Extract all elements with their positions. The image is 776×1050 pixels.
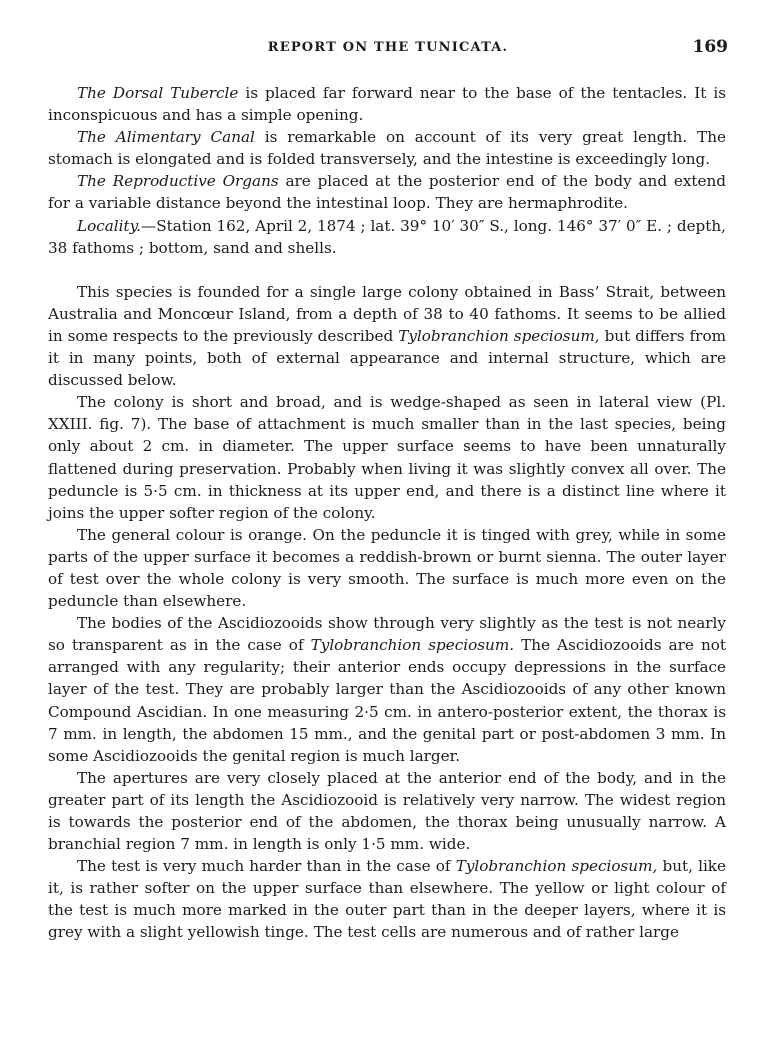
paragraph-text: The colony is short and broad, and is wedge-shaped as seen in lateral view (Pl. XXIII. fig. 7). The base of attachment is much smaller than in the last species, being only about 2 cm. in diameter. The upper surface seems to have been unnaturally flattened during preservation. Probably when living it was slightly convex all over. The peduncle is 5·5 cm. in thickness at its upper end, and there is a distinct line where it joins the upper softer region of the colony. [48,393,726,522]
running-header [48,37,728,64]
body-text [48,82,726,944]
species-name: Tylobranchion speciosum. [310,636,515,655]
paragraph-text: The Ascidiozooids are not arranged with any regularity; their anterior ends occupy depressions in the surface layer of the test. They are probably larger than the Ascidiozooids of any other known Compound Ascidian. In one measuring 2·5 cm. in antero-posterior extent, the thorax is 7 mm. in length, the abdomen 15 mm., and the genital part or post-abdomen 3 mm. In some Ascidiozooids the genital region is much larger. [48,636,726,765]
section-lead: Locality. [77,216,141,235]
running-title: REPORT ON THE TUNICATA. [267,40,509,55]
paragraph-species-intro [48,281,726,391]
paragraph-text: This species is founded for a single large colony obtained in Bass’ Strait, between Australia and Moncœur Island, from a depth of 38 to 40 fathoms. It seems to be allied in some respects to the previously described [48,282,726,345]
paragraph-text: The test is very much harder than in the case of [77,857,456,876]
paragraph-reproductive-organs [48,170,726,214]
paragraph-text: The apertures are very closely placed at the anterior end of the body, and in the greater part of its length the Ascidiozooid is relatively very narrow. The widest region is towards the posterior end of the abdomen, the thorax being unusually narrow. A branchial region 7 mm. in length is only 1·5 mm. wide. [48,768,726,854]
paragraph-text: are placed at the posterior end of the body and extend for a variable distance beyond the intestinal loop. They are hermaphrodite. [48,172,726,213]
section-lead: The Reproductive Organs [77,172,279,191]
paragraph-text: , but differs from it in many points, both of external appearance and internal structure, which are discussed below. [48,326,726,390]
paragraph-locality [48,215,726,259]
paragraph-text: —Station 162, April 2, 1874 ; lat. 39° 10′ 30″ S., long. 146° 37′ 0″ E. ; depth, 38 fathoms ; bottom, sand and shells. [48,216,726,257]
paragraph-text: but, like it, is rather softer on the upper surface than elsewhere. The yellow or light colour of the test is much more marked in the outer part than in the deeper layers, where it is grey with a slight yellowish tinge. The test cells are numerous and of rather large [48,857,726,942]
paragraph-apertures [48,767,726,855]
paragraph-colony-shape [48,391,726,524]
paragraph-dorsal-tubercle [48,82,726,126]
section-lead: The Alimentary Canal [77,128,255,147]
paragraph-text: The bodies of the Ascidiozooids show through very slightly as the test is not nearly so transparent as in the case of [48,614,726,655]
paragraph-text: is placed far forward near to the base of the tentacles. It is inconspicuous and has a simple opening. [48,84,727,125]
page-number: 169 [692,37,728,57]
paragraph-alimentary-canal [48,126,726,170]
paragraph-text: The general colour is orange. On the peduncle it is tinged with grey, while in some parts of the upper surface it becomes a reddish-brown or burnt sienna. The outer layer of test over the whole colony is very smooth. The surface is much more even on the peduncle than elsewhere. [48,525,726,611]
species-name: Tylobranchion speciosum, [455,857,658,876]
species-name: Tylobranchion speciosum [398,326,595,345]
paragraph-colour [48,524,726,612]
paragraph-ascidiozooids [48,612,726,767]
paragraph-test [48,855,726,943]
section-lead: The Dorsal Tubercle [77,84,239,102]
paragraph-text: is remarkable on account of its very great length. The stomach is elongated and is folded transversely, and the intestine is exceedingly long. [48,128,726,169]
